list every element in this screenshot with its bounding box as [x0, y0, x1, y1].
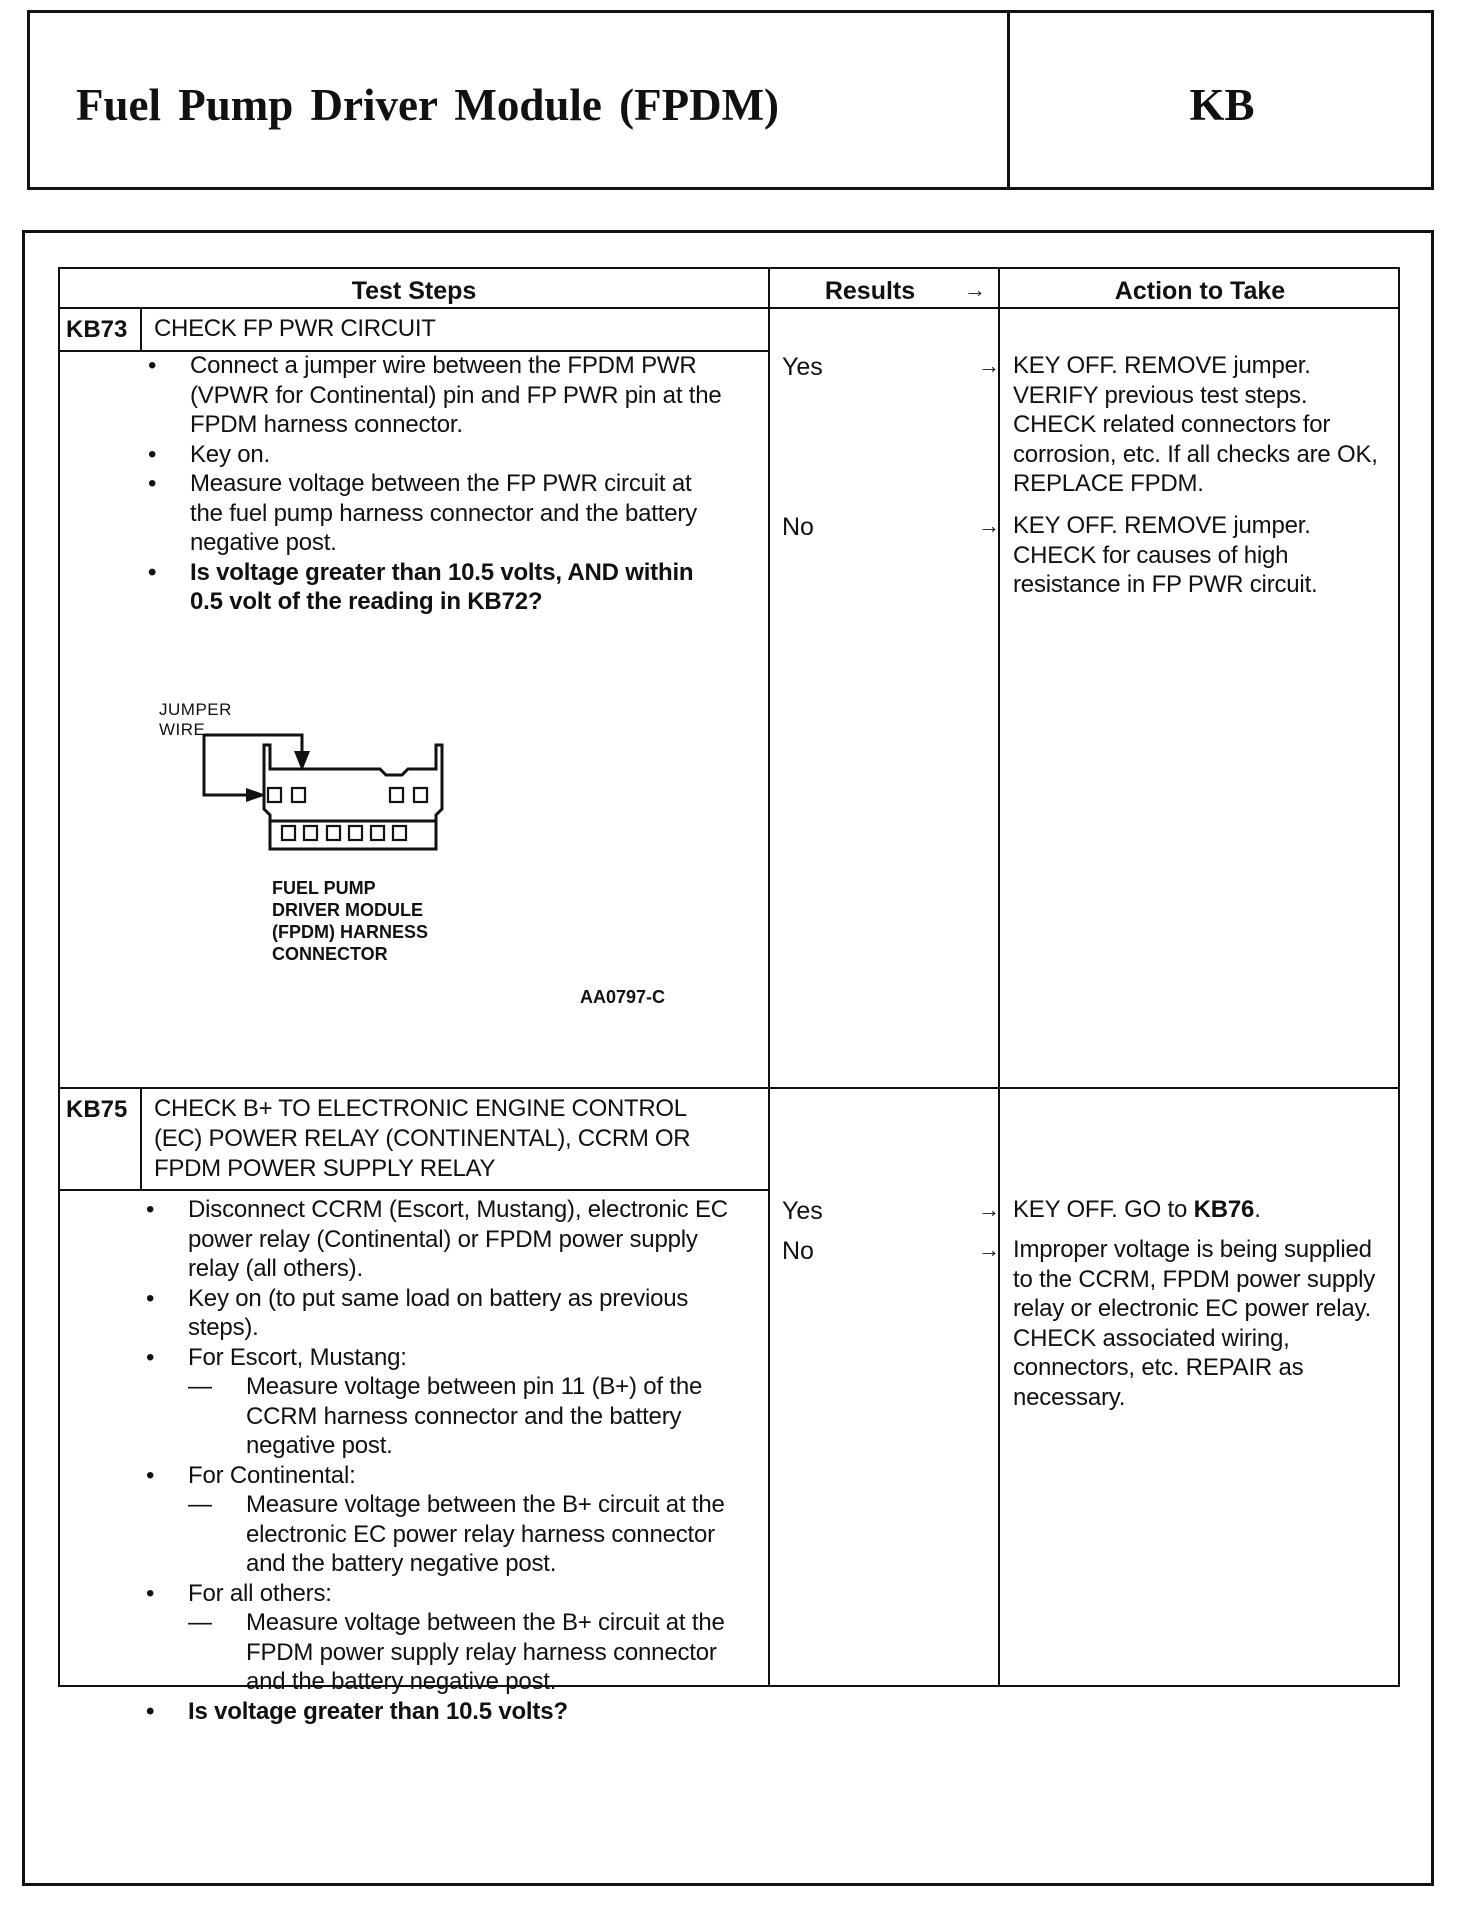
pin [393, 826, 406, 840]
step-title-kb75-line-3: FPDM POWER SUPPLY RELAY [154, 1155, 496, 1182]
kb75-steps [146, 1195, 736, 1726]
list-item-question: • Is voltage greater than 10.5 volts, AND within 0.5 volt of the reading in KB72? [148, 558, 694, 615]
sub-list-item: — Measure voltage between pin 11 (B+) of the CCRM harness connector and the battery negative post. [188, 1373, 703, 1459]
kb75-result-no: No [782, 1237, 814, 1265]
header-row-line [60, 307, 1400, 309]
kb73-result-no: No [782, 513, 814, 541]
pin [414, 788, 427, 802]
col-header-results: Results [824, 277, 916, 305]
diagram-label-wire: WIRE [159, 720, 206, 739]
kb73-result-yes: Yes [782, 353, 823, 381]
list-item: • For Continental: [146, 1461, 356, 1489]
kb75-action-yes: KEY OFF. GO to KB76. [1013, 1196, 1261, 1223]
kb75-title-line [60, 1189, 768, 1191]
id-divider-kb73 [140, 307, 142, 351]
step-title-kb75-line-1: CHECK B+ TO ELECTRONIC ENGINE CONTROL [154, 1095, 687, 1122]
diagram-caption-line-3: (FPDM) HARNESS [272, 922, 428, 942]
pin [304, 826, 317, 840]
id-divider-kb75 [140, 1087, 142, 1189]
list-item: • Measure voltage between the FP PWR circuit at the fuel pump harness connector and the battery negative post. [148, 470, 697, 556]
col-header-results-arrow: → [964, 277, 986, 302]
kb73-action-yes: KEY OFF. REMOVE jumper. VERIFY previous test steps. CHECK related connectors for corrosion, etc. If all checks are OK, REPLACE FPDM. [1013, 352, 1378, 497]
pin-fp-pwr [292, 788, 305, 802]
list-item: • Connect a jumper wire between the FPDM PWR (VPWR for Continental) pin and FP PWR pin at the FPDM harness connector. [148, 352, 722, 438]
list-item-question: • Is voltage greater than 10.5 volts? [146, 1697, 568, 1725]
col-header-action: Action to Take [1114, 277, 1286, 305]
col-header-steps: Test Steps [351, 277, 477, 305]
pin [349, 826, 362, 840]
step-id-kb75: KB75 [66, 1096, 128, 1123]
page-title: Fuel Pump Driver Module (FPDM) [76, 80, 780, 130]
jumper-wire-left [204, 735, 258, 795]
kb73-yes-arrow: → [978, 353, 1000, 378]
list-item: • For all others: [146, 1579, 332, 1607]
pin-fpdm-pwr [268, 788, 281, 802]
step-title-kb75-line-2: (EC) POWER RELAY (CONTINENTAL), CCRM OR [154, 1125, 691, 1152]
kb75-action-no: Improper voltage is being supplied to the CCRM, FPDM power supply relay or electronic EC power relay. CHECK associated wiring, connectors, etc. REPAIR as necessary. [1013, 1236, 1376, 1411]
content-frame [22, 230, 1434, 1886]
list-item: • For Escort, Mustang: [146, 1343, 407, 1371]
kb75-result-yes: Yes [782, 1197, 823, 1225]
list-item: • Key on. [148, 440, 270, 468]
diagram-label-jumper: JUMPER [159, 700, 232, 719]
page-header [27, 10, 1434, 190]
kb75-yes-arrow: → [978, 1197, 1000, 1222]
pin [327, 826, 340, 840]
kb73-steps [148, 351, 728, 617]
list-item: • Disconnect CCRM (Escort, Mustang), electronic EC power relay (Continental) or FPDM power supply relay (all others). [146, 1196, 728, 1282]
jumper-wire-top [204, 735, 302, 759]
kb73-action-no: KEY OFF. REMOVE jumper. CHECK for causes of high resistance in FP PWR circuit. [1013, 512, 1318, 598]
kb75-no-arrow: → [978, 1237, 1000, 1262]
step-title-kb73: CHECK FP PWR CIRCUIT [154, 315, 436, 342]
diagram-figure-id: AA0797-C [580, 987, 666, 1007]
diagram-caption-line-1: FUEL PUMP [272, 878, 376, 898]
pin [390, 788, 403, 802]
diagram-caption-line-4: CONNECTOR [272, 944, 388, 964]
col-divider-results [998, 269, 1000, 1687]
pin [371, 826, 384, 840]
section-code: KB [1189, 80, 1255, 130]
connector-body [264, 745, 442, 821]
diagram-caption-line-2: DRIVER MODULE [272, 900, 424, 920]
kb73-no-arrow: → [978, 513, 1000, 538]
sub-list-item: — Measure voltage between the B+ circuit at the FPDM power supply relay harness connector and the battery negative post. [188, 1609, 725, 1695]
list-item: • Key on (to put same load on battery as previous steps). [146, 1284, 689, 1341]
step-id-kb73: KB73 [66, 316, 128, 343]
pin [282, 826, 295, 840]
sub-list-item: — Measure voltage between the B+ circuit at the electronic EC power relay harness connector and the battery negative post. [188, 1491, 725, 1577]
col-divider-steps [768, 269, 770, 1687]
test-table [58, 267, 1400, 1725]
kb73-end-line [60, 1087, 1400, 1089]
fpdm-connector-diagram [190, 709, 590, 869]
